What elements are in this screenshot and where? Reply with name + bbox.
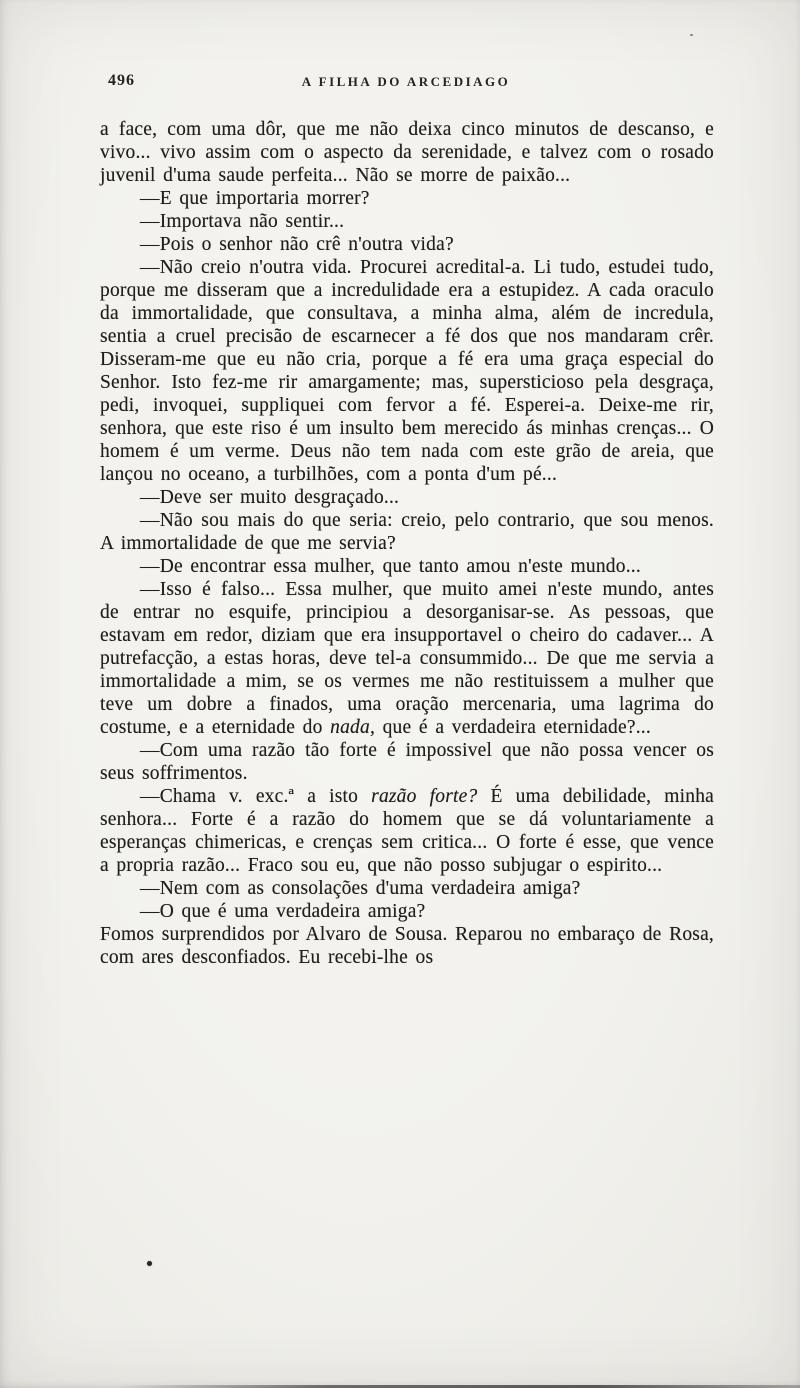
paragraph — [100, 900, 714, 923]
text-segment: —Chama v. exc.ª a isto — [140, 786, 372, 807]
text-segment: Fomos surprendidos por Alvaro de Sousa. Reparou no embaraço de Rosa, com ares desconfiados. Eu recebi-lhe os — [100, 924, 714, 968]
paragraph — [100, 486, 714, 509]
text-segment: É uma debilidade, minha senhora... Forte é a razão do homem que se dá voluntariamente a esperanças chimericas, e crenças sem critica... O forte é esse, que vence a propria razão... Fraco sou eu, que não posso subjugar o espirito... — [100, 786, 714, 876]
paragraph — [100, 555, 714, 578]
ink-speck-small — [690, 34, 693, 36]
paragraph — [100, 739, 714, 785]
paragraph — [100, 187, 714, 210]
text-segment: que é a verdadeira eternidade?... — [375, 717, 651, 738]
italic-text-segment: nada, — [330, 717, 376, 738]
text-segment: —Importava não sentir... — [140, 211, 345, 232]
paragraph — [100, 233, 714, 256]
text-segment: —Pois o senhor não crê n'outra vida? — [140, 234, 454, 255]
text-segment: —De encontrar essa mulher, que tanto amou n'este mundo... — [140, 556, 641, 577]
text-segment: —Com uma razão tão forte é impossivel que não possa vencer os seus soffrimentos. — [100, 740, 714, 784]
paragraph — [100, 118, 714, 187]
paragraph — [100, 256, 714, 486]
text-segment: —Deve ser muito desgraçado... — [140, 487, 400, 508]
page-header — [100, 72, 712, 94]
text-segment: —Não sou mais do que seria: creio, pelo contrario, que sou menos. A immortalidade de que me servia? — [100, 510, 714, 554]
paragraph — [100, 509, 714, 555]
ink-speck — [147, 1261, 152, 1266]
text-segment: a face, com uma dôr, que me não deixa cinco minutos de descanso, e vivo... vivo assim com o aspecto da serenidade, e talvez com o rosado juvenil d'uma saude perfeita... Não se morre de paixão... — [100, 119, 714, 186]
paragraph — [100, 578, 714, 739]
italic-text-segment: razão forte? — [371, 786, 478, 807]
text-segment: —Nem com as consolações d'uma verdadeira amiga? — [140, 878, 581, 899]
paragraph — [100, 210, 714, 233]
text-block — [100, 118, 714, 969]
page-number: 496 — [108, 72, 135, 89]
text-segment: —Isso é falso... Essa mulher, que muito amei n'este mundo, antes de entrar no esquife, principiou a desorganisar-se. As pessoas, que estavam em redor, diziam que era insupportavel o cheiro do cadaver... A putrefacção, a estas horas, deve tel-a consummido... De que me servia a immortalidade a mim, se os vermes me não restituissem a mulher que teve um dobre a finados, uma oração mercenaria, uma lagrima do costume, e a eternidade do — [100, 579, 714, 738]
paragraph — [100, 877, 714, 900]
running-header-title: A FILHA DO ARCEDIAGO — [301, 74, 511, 89]
paragraph — [100, 785, 714, 877]
text-segment: —E que importaria morrer? — [140, 188, 370, 209]
paragraph — [100, 923, 714, 969]
text-segment: —O que é uma verdadeira amiga? — [140, 901, 426, 922]
text-segment: —Não creio n'outra vida. Procurei acredital-a. Li tudo, estudei tudo, porque me disseram que a incredulidade era a estupidez. A cada oraculo da immortalidade, que consultava, a minha alma, além de incredula, sentia a cruel precisão de escarnecer a fé dos que nos mandaram crêr. Disseram-me que eu não cria, porque a fé era uma graça especial do Senhor. Isto fez-me rir amargamente; mas, supersticioso pela desgraça, pedi, invoquei, suppliquei com fervor a fé. Esperei-a. Deixe-me rir, senhora, que este riso é um insulto bem merecido ás minhas crenças... O homem é um verme. Deus não tem nada com este grão de areia, que lançou no oceano, a turbilhões, com a ponta d'um pé... — [100, 257, 714, 485]
